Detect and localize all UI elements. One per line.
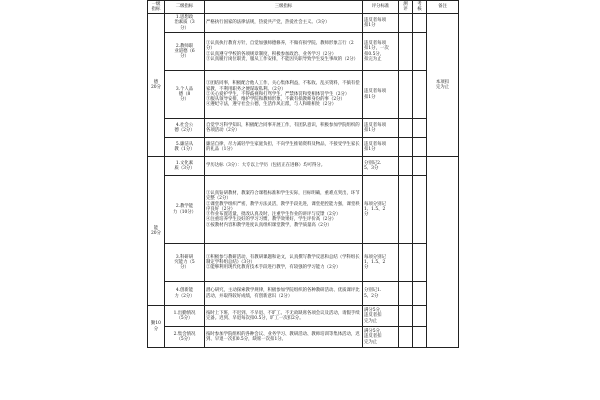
row-criteria: 违反者每项 扣1分 [363,14,399,33]
row-exam [413,306,427,327]
row-criteria: 违反者每项 扣1分 [363,119,399,138]
row-l3: ①积极参与教研活动，有教研课题和论文，认真撰写教学反思和总结（学科组长制定学科组总结）（3分） ②能够利用现代化教育技术手段进行教学，有较强的学习能力（2分） [205,244,363,282]
row-criteria: 违反者每项 扣1分 [363,138,399,157]
table-row [148,176,459,244]
row-l3: 自觉学习科学知识，积极配合同事开展工作，有团队意识，积极参加学院组织的各项活动（2分） [205,119,363,138]
row-exam [413,14,427,33]
table-row [148,138,459,157]
row-l2: 5.廉洁从 教（1分） [165,138,205,157]
row-l3: ①团结同事，积极配合他人工作，关心集体利益，不私收、乱买资料，不搞有偿家教，不利用职务之便谋取私利。（2分） ②关心爱护学生，不得歧视和打骂学生，严禁体罚和变相体罚学生（2分） ③服从领导安排，维护学院和教师形象，不做有损教师身份的事（2分） ④遵纪守法，遵守社会公德，生活作风正派，与人和睦相处（2分） [205,71,363,119]
row-l3: 严格执行国家的法律法规，热爱共产党，热爱社会主义。（3分） [205,14,363,33]
row-l3: 潜心研究，主动探索教学规律，积极参加学院组织的各种教研活动、优质课评比活动，并取得较好成绩，有创新意识（2分） [205,282,363,306]
row-criteria: 每项分别记 1、1.5、2 分 [363,244,399,282]
row-exam [413,157,427,176]
row-criteria: 分别记1. 5、2分 [363,282,399,306]
row-l2: 2.教师职 业道德（6 分） [165,33,205,71]
row-l2: 1.出勤情况 （5分） [165,306,205,327]
table-row [148,157,459,176]
row-exam [413,33,427,71]
row-self [399,119,413,138]
row-l2: 2.集会情况 （5分） [165,327,205,348]
table-row [148,119,459,138]
row-criteria: 分别记2. 5、3分 [363,157,399,176]
table-row [148,244,459,282]
row-exam [413,138,427,157]
row-l2: 3.个人品 德（8 分） [165,71,205,119]
row-exam [413,176,427,244]
header-criteria: 评分标准 [363,1,399,14]
row-l3: ①认真执行教育方针，自觉加强师德修养，不做有损学院、教师形象言行（2分） ②认真遵守学校的各项规章制度，积极参加政治、业务学习（2分） ③认真履行岗位职责，服从工作安排，不能因失职导致学生发生事故的（2分） [205,33,363,71]
row-criteria: 满分5分， 违反者扣 完为止 [363,306,399,327]
row-l2: 4.社会公 德（2分） [165,119,205,138]
row-self [399,176,413,244]
row-self [399,157,413,176]
row-self [399,71,413,119]
row-l3: 廉洁自律，尽力减轻学生家庭负担，不向学生推销资料及物品，不接受学生家长的礼品（1分） [205,138,363,157]
row-criteria: 违反者每项 扣1分，一次 扣0.5分， 扣完为止 [363,33,399,71]
header-l1: 一级 指标 [148,1,165,14]
evaluation-table [147,0,459,348]
row-exam [413,119,427,138]
row-self [399,306,413,327]
header-notes: 备注 [427,1,459,14]
row-criteria: 满分5分， 违反者扣 完为止 [363,327,399,348]
row-l3: 学历达标（3分）：大专以上学历（包括正在进修）均可得分。 [205,157,363,176]
row-self [399,282,413,306]
table-row [148,33,459,71]
category-qin: 勤10 分 [148,306,165,348]
row-l3: 按时参加学院组织的各种会议、业务学习、教研活动、教师培训等集体活动，迟到、早退一次扣0.5分，缺席一次扣1分。 [205,327,363,348]
row-l2: 1.文化素 质（3分） [165,157,205,176]
row-l2: 4.创新能 力（2分） [165,282,205,306]
table-row [148,306,459,327]
row-l3: ①认真钻研教材，教案符合课程标准和学生实际，目标明确，重难点突出，环节完整（2分） ②课堂教学组织严密，教学方法灵活，教学手段先进，课堂把控能力强，课堂秩序良好（2分） ③作业布置适量，批改认真及时，注重学生作业的讲评与反馈（2分） ④注重培养学生良好的学习习惯，教学效果好，学生评价高（2分） ⑤按教材内容和教学进度认真组织课堂教学，教学质量高（2分） [205,176,363,244]
de-note: 本项扣 完为止 [427,14,459,157]
row-l3: 按时上下班，不迟到、不早退、不旷工、不无故缺席各项会议及活动，请假手续完备。迟到、早退每次扣0.5分，旷工一次扣2分。 [205,306,363,327]
blank-notes [427,157,459,348]
row-l2: 2.教学能 力（10分） [165,176,205,244]
category-neng: 能 20分 [148,157,165,306]
category-de: 德 20分 [148,14,165,157]
header-l2: 二级指标 [165,1,205,14]
header-l3: 三级指标 [205,1,363,14]
table-row [148,327,459,348]
row-exam [413,71,427,119]
row-self [399,244,413,282]
header-row [148,1,459,14]
row-criteria: 每项分别记 1、1.5、2 分 [363,176,399,244]
row-exam [413,282,427,306]
row-self [399,138,413,157]
table-row [148,14,459,33]
row-exam [413,327,427,348]
row-self [399,33,413,71]
row-self [399,327,413,348]
header-exam: 考 核 [413,1,427,14]
table-row [148,71,459,119]
header-self: 测 评 [399,1,413,14]
row-criteria: 违反者每项 扣1分 [363,71,399,119]
row-l2: 3.科研研 究能力（5 分） [165,244,205,282]
row-exam [413,244,427,282]
row-self [399,14,413,33]
row-l2: 1.思想政 治素质（3 分） [165,14,205,33]
table-row [148,282,459,306]
